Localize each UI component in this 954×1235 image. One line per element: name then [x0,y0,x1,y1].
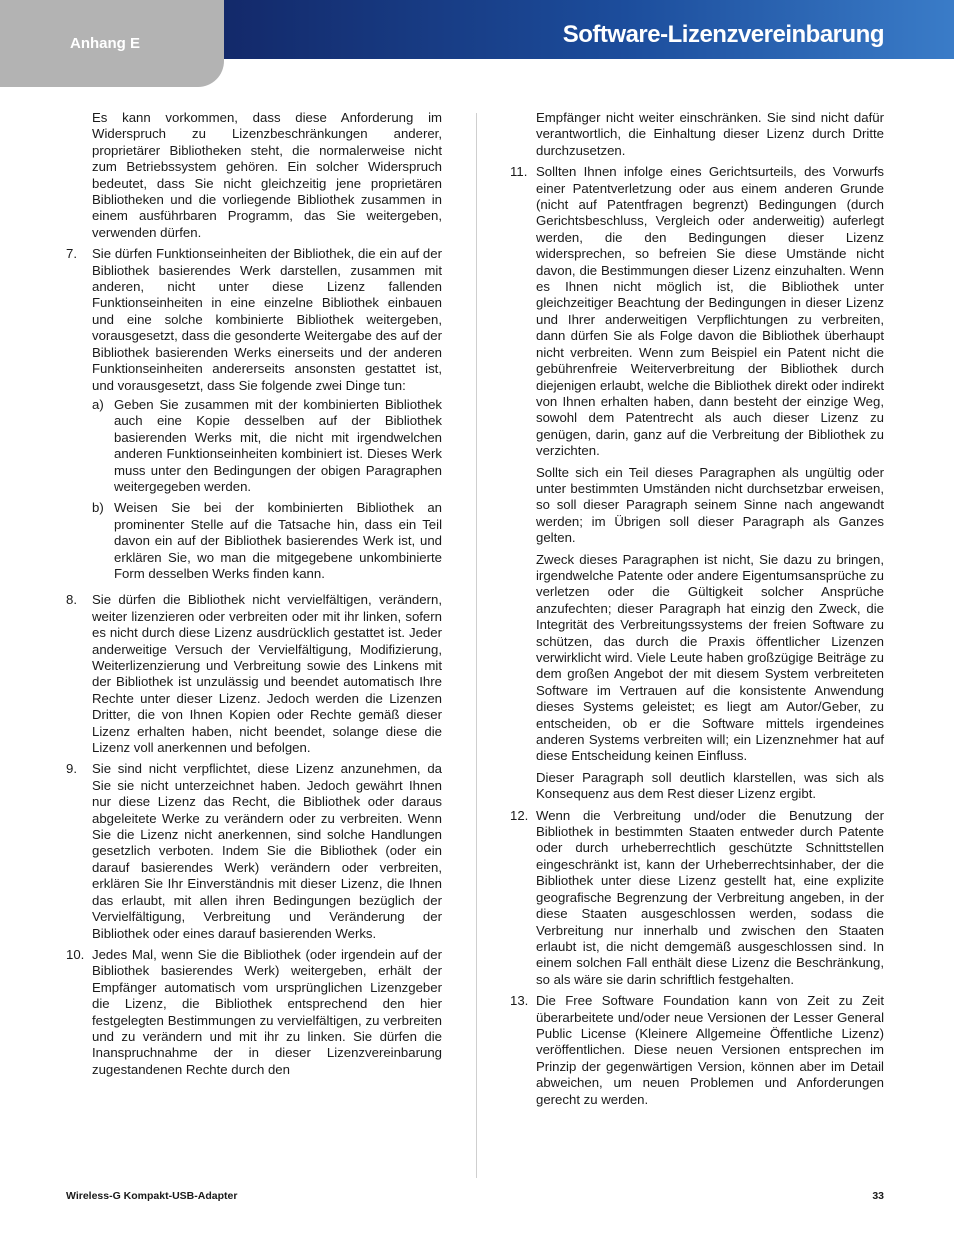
chapter-tab [0,0,224,87]
item-body [536,164,884,802]
footer-page-number: 33 [872,1190,884,1202]
item-number: 10. [66,946,85,962]
sub-item-marker: a) [92,396,104,412]
item-text: Die Free Software Foundation kann von Zeit zu Zeit überarbeitete und/oder neue Versionen der Lesser General Public License (Kleinere Allgemeine Öffentliche Lizenz) veröffentlichen. Diese neuen Versionen entsprechen im Prinzip der gegenwärtigen Version, können aber im Detail abweichen, um neuen Problemen und Anforderungen gerecht zu werden. [536,993,884,1107]
sub-item-text: Weisen Sie bei der kombinierten Bibliothek an prominenter Stelle auf die Tatsache hin, dass ein Teil davon ein auf der Bibliothek basierendes Werk ist, und erklären Sie, wo man die mitgegebene unkombinierte Form desselben Werks finden kann. [114,500,442,581]
item-number: 7. [66,246,77,262]
list-item-7 [66,246,442,587]
sub-item-marker: b) [92,500,104,516]
continued-paragraph: Empfänger nicht weiter einschränken. Sie sind nicht dafür verantwortlich, die Einhaltung dieser Lizenz durch Dritte durchzusetzen. [536,110,884,158]
footer-product-name: Wireless-G Kompakt-USB-Adapter [66,1190,238,1202]
column-divider [476,113,477,1178]
chapter-label: Anhang E [70,35,140,52]
item-number: 13. [510,993,529,1009]
item-number: 8. [66,592,77,608]
item-text: Sie sind nicht verpflichtet, diese Lizenz anzunehmen, da Sie sie nicht unterzeichnet haben. Jedoch gewährt Ihnen nur diese Lizenz das Recht, die Bibliothek oder daraus abgeleitete Werke zu verändern oder zu verbreiten. Wenn Sie die Lizenz nicht anerkennen, sind solche Handlungen gesetzlich verboten. Indem Sie die Bibliothek (oder ein darauf basierendes Werk) verändern oder verbreiten, erklären Sie Ihr Einverständnis mit dieser Lizenz, die Ihnen das erlaubt, mit allen ihren Bedingungen bezüglich der Vervielfältigung, Verbreitung und Veränderung der Bibliothek oder eines darauf basierenden Werks. [92,761,442,941]
item-paragraph: Dieser Paragraph soll deutlich klarstellen, was sich als Konsequenz aus dem Rest dieser Lizenz ergibt. [536,769,884,802]
item-number: 11. [510,164,528,180]
sub-list [92,397,442,582]
list-item-10 [66,947,442,1078]
left-column [66,110,442,1083]
right-column [510,110,884,1113]
intro-paragraph: Es kann vorkommen, dass diese Anforderung im Widerspruch zu Lizenzbeschränkungen anderer, proprietärer Bibliotheken steht, die normalerweise nicht zum Betriebssystem gehören. Ein solcher Widerspruch bedeutet, dass Sie nicht gleichzeitig jene proprietären Bibliotheken und die vorliegende Bibliothek zusammen in einem ausführbaren Programm, das Sie weitergeben, verwenden dürfen. [92,110,442,240]
list-item-8 [66,592,442,756]
item-text: Wenn die Verbreitung und/oder die Benutzung der Bibliothek in bestimmten Staaten entweder durch Patente oder durch urheberrechtlich geschützte Schnittstellen eingeschränkt ist, kann der Urheberrechtsinhaber, der die Bibliothek unter diese Lizenz gestellt hat, eine explizite geografische Begrenzung der Verbreitung angeben, in der diese Staaten ausgeschlossen werden, sodass die Verbreitung nur innerhalb und zwischen den Staaten erlaubt ist, die nicht demgemäß ausgeschlossen sind. In einem solchen Fall enthält diese Lizenz die Beschränkung, so als wäre sie darin schriftlich festgehalten. [536,807,884,987]
sub-item-b [92,500,442,582]
item-text: Sie dürfen die Bibliothek nicht vervielfältigen, verändern, weiter lizenzieren oder verbreiten oder mit ihr linken, sofern es nicht durch diese Lizenz ausdrücklich gestattet ist. Jeder anderweitige Versuch der Vervielfältigung, Modifizierung, Weiterlizenzierung und Verbreitung sowie des Linkens mit der Bibliothek ist unzulässig und beendet automatisch Ihre Rechte unter dieser Lizenz. Jedoch werden die Lizenzen Dritter, die von Ihnen Kopien oder Rechte gemäß dieser Lizenz erhalten haben, nicht beendet, solange diese die Lizenz voll anerkennen und befolgen. [92,592,442,756]
list-item-13 [510,993,884,1108]
item-text: Sollten Ihnen infolge eines Gerichtsurteils, des Vorwurfs einer Patentverletzung oder aus einem anderen Grunde (nicht auf Patentfragen begrenzt) Bedingungen (durch Gerichtsbeschluss, Vergleich oder anderweitig) auferlegt werden, die den Bedingungen dieser Lizenz widersprechen, so befreien Sie diese Umstände nicht davon, die Bestimmungen dieser Lizenz einzuhalten. Wenn es Ihnen nicht möglich ist, die Bibliothek unter gleichzeitiger Beachtung der Bedingungen in dieser Lizenz und Ihrer anderweitigen Verpflichtungen zu verbreiten, dann dürfen Sie als Folge davon die Bibliothek überhaupt nicht verbreiten. Wenn zum Beispiel ein Patent nicht die gebührenfreie Weiterverbreitung der Bibliothek durch diejenigen erlaubt, welche die Bibliothek direkt oder indirekt von Ihnen erhalten haben, dann besteht der einzige Weg, sowohl dem Patentrecht als auch dieser Lizenz zu genügen, darin, ganz auf die Verbreitung der Bibliothek zu verzichten. [536,164,884,459]
item-paragraph: Sollte sich ein Teil dieses Paragraphen als ungültig oder unter bestimmten Umständen nicht durchsetzbar erweisen, so soll dieser Paragraph seinem Sinne nach angewandt werden; im Übrigen soll dieser Paragraph als Ganzes gelten. [536,464,884,546]
item-number: 9. [66,761,77,777]
page-title: Software-Lizenzvereinbarung [562,21,884,48]
list-item-9 [66,761,442,941]
list-item-11 [510,164,884,802]
item-number: 12. [510,807,529,823]
header-bar [224,0,954,59]
list-item-12 [510,808,884,988]
item-text: Jedes Mal, wenn Sie die Bibliothek (oder irgendein auf der Bibliothek basierendes Werk) weitergeben, erhält der Empfänger automatisch vom ursprünglichen Lizenzgeber die Lizenz, die Bibliothek entsprechend den hier festgelegten Bestimmungen zu vervielfältigen, zu verbreiten und zu verändern und mit ihr zu linken. Sie dürfen die Inanspruchnahme der in dieser Lizenzvereinbarung zugestandenen Rechte durch den [92,946,442,1077]
item-paragraph: Zweck dieses Paragraphen ist nicht, Sie dazu zu bringen, irgendwelche Patente oder andere Eigentumsansprüche zu verletzen oder die Gültigkeit solcher Ansprüche anzufechten; dieser Paragraph hat einzig den Zweck, die Integrität des Verbreitungssystems der freien Software zu schützen, das durch die Praxis öffentlicher Lizenzen verwirklicht wird. Viele Leute haben großzügige Beiträge zu dem großen Angebot der mit diesem System verbreiteten Software im Vertrauen auf die konsistente Anwendung dieses Systems geleistet; es liegt am Autor/Geber, zu entscheiden, ob er die Software mittels irgendeines anderen Systems verbreiten will; ein Lizenznehmer hat auf diese Entscheidung keinen Einfluss. [536,551,884,764]
sub-item-text: Geben Sie zusammen mit der kombinierten Bibliothek auch eine Kopie desselben auf der Bibliothek basierenden Werks mit, die nicht mit irgendwelchen anderen Funktionseinheiten kombiniert ist. Dieses Werk muss unter den Bedingungen der obigen Paragraphen weitergegeben werden. [114,396,442,494]
sub-item-a [92,397,442,495]
item-text: Sie dürfen Funktionseinheiten der Bibliothek, die ein auf der Bibliothek basierendes Werk darstellen, zusammen mit anderen, nicht unter diese Lizenz fallenden Funktionseinheiten in eine einzelne Bibliothek einbauen und eine solche kombinierte Bibliothek weitergeben, vorausgesetzt, dass die gesonderte Weitergabe des auf der Bibliothek basierenden Werks einerseits und der anderen Funktionseinheiten andererseits ansonsten gestattet ist, und vorausgesetzt, dass Sie folgende zwei Dinge tun: [92,246,442,393]
item-body [92,246,442,587]
